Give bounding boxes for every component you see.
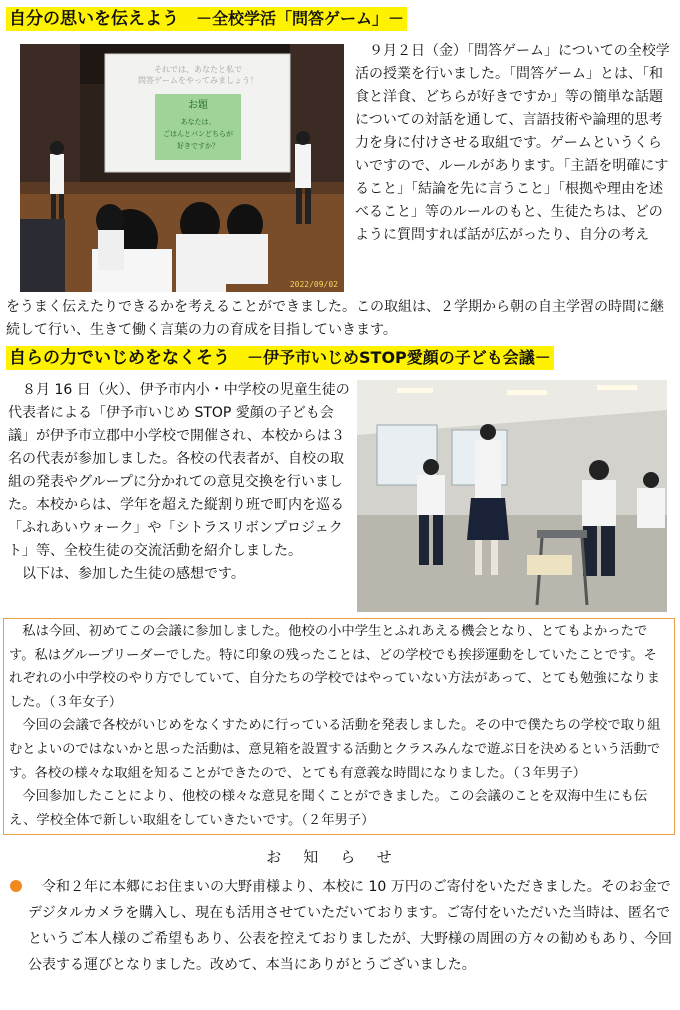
quote-item: 今回参加したことにより、他校の様々な意見を聞くことができました。この会議のことを双海中生にも伝え、学校全体で新しい取組をしていきたいです。（２年男子） (9, 789, 648, 828)
section1-heading (6, 7, 407, 31)
section2-followup: 以下は、参加した生徒の感想です。 (8, 566, 245, 582)
section2-body (8, 379, 353, 586)
section1-title: 自分の思いを伝えよう (9, 9, 179, 29)
mondou-game-photo (20, 44, 344, 292)
notice-body (28, 874, 672, 978)
bullet-icon (10, 880, 22, 892)
section2-text: ８月 16 日（火）、伊予市内小・中学校の児童生徒の代表者による「伊予市いじめ STOP 愛顔の子ども会議」が伊予市立郡中小学校で開催され、本校からは３名の代表が参加しました。各校の代表者が、自校の取組の発表やグループに分かれての意見交換を行いました。本校からは、学年を超えた縦割り班で町内を巡る「ふれあいウォーク」や「シトラスリボンプロジェクト」等、全校生徒の交流活動を紹介しました。 (8, 382, 350, 559)
photo-timestamp: 2022/09/02 (289, 280, 338, 289)
screen-q3: 好きですか？ (177, 142, 219, 150)
screen-line2: 問答ゲームをやってみましょう！ (138, 76, 258, 85)
kodomo-kaigi-scene (357, 380, 667, 612)
screen-q2: ごはんとパンどちらが (163, 130, 233, 138)
section1-subtitle: －全校学活「問答ゲーム」－ (196, 9, 405, 28)
screen-q1: あなたは、 (180, 118, 216, 126)
section1-text-bottom: をうまく伝えたりできるかを考えることができました。この取組は、２学期から朝の自主学習の時間に継続して行い、生きて働く言葉の力の育成を目指していきます。 (6, 299, 664, 338)
student-impressions-box (3, 618, 675, 835)
section2-subtitle: －伊予市いじめSTOP愛顔の子ども会議－ (247, 348, 551, 367)
notice-title: お知らせ (266, 848, 414, 866)
section2-title: 自らの力でいじめをなくそう (9, 348, 230, 368)
screen-line1: それでは、あなたと私で (154, 65, 242, 74)
mondou-game-scene (20, 44, 344, 292)
screen-heading: お題 (188, 100, 208, 111)
section1-text-right: ９月２日（金）「問答ゲーム」についての全校学活の授業を行いました。「問答ゲーム」とは、「和食と洋食、どちらが好きですか」等の簡単な話題についての対話を通して、言語技術や論理的思考力を身に付けさせる取組です。ゲームというくらいですので、ルールがあります。「主語を明確にすること」「結論を先に言うこと」「根拠や理由を述べること」等のルールのもと、生徒たちは、どのように質問すれば話が広がったり、自分の考え (355, 43, 670, 243)
section2-heading (6, 346, 554, 370)
quote-item: 私は今回、初めてこの会議に参加しました。他校の小中学生とふれあえる機会となり、とてもよかったです。私はグループリーダーでした。特に印象の残ったことは、どの学校でも挨拶運動をしていたことです。それぞれの小中学校のやり方でしていて、自分たちの学校ではやっていない方法があって、とても勉強になりました。（３年女子） (9, 624, 660, 710)
kodomo-kaigi-photo (357, 380, 667, 612)
quote-item: 今回の会議で各校がいじめをなくすために行っている活動を発表しました。その中で僕たちの学校で取り組むとよいのではないかと思った活動は、意見箱を設置する活動とクラスみんなで遊ぶ日を決めるという活動です。各校の様々な取組を知ることができたので、とても有意義な時間になりました。（３年男子） (9, 718, 661, 781)
notice-text: 令和２年に本郷にお住まいの大野甫様より、本校に 10 万円のご寄付をいただきました。そのお金でデジタルカメラを購入し、現在も活用させていただいております。ご寄付をいただいた当時は、匿名でというご本人様のご希望もあり、公表を控えておりましたが、大野様の周囲の方々の勧めもあり、今回公表する運びとなりました。改めて、本当にありがとうございました。 (28, 879, 672, 973)
